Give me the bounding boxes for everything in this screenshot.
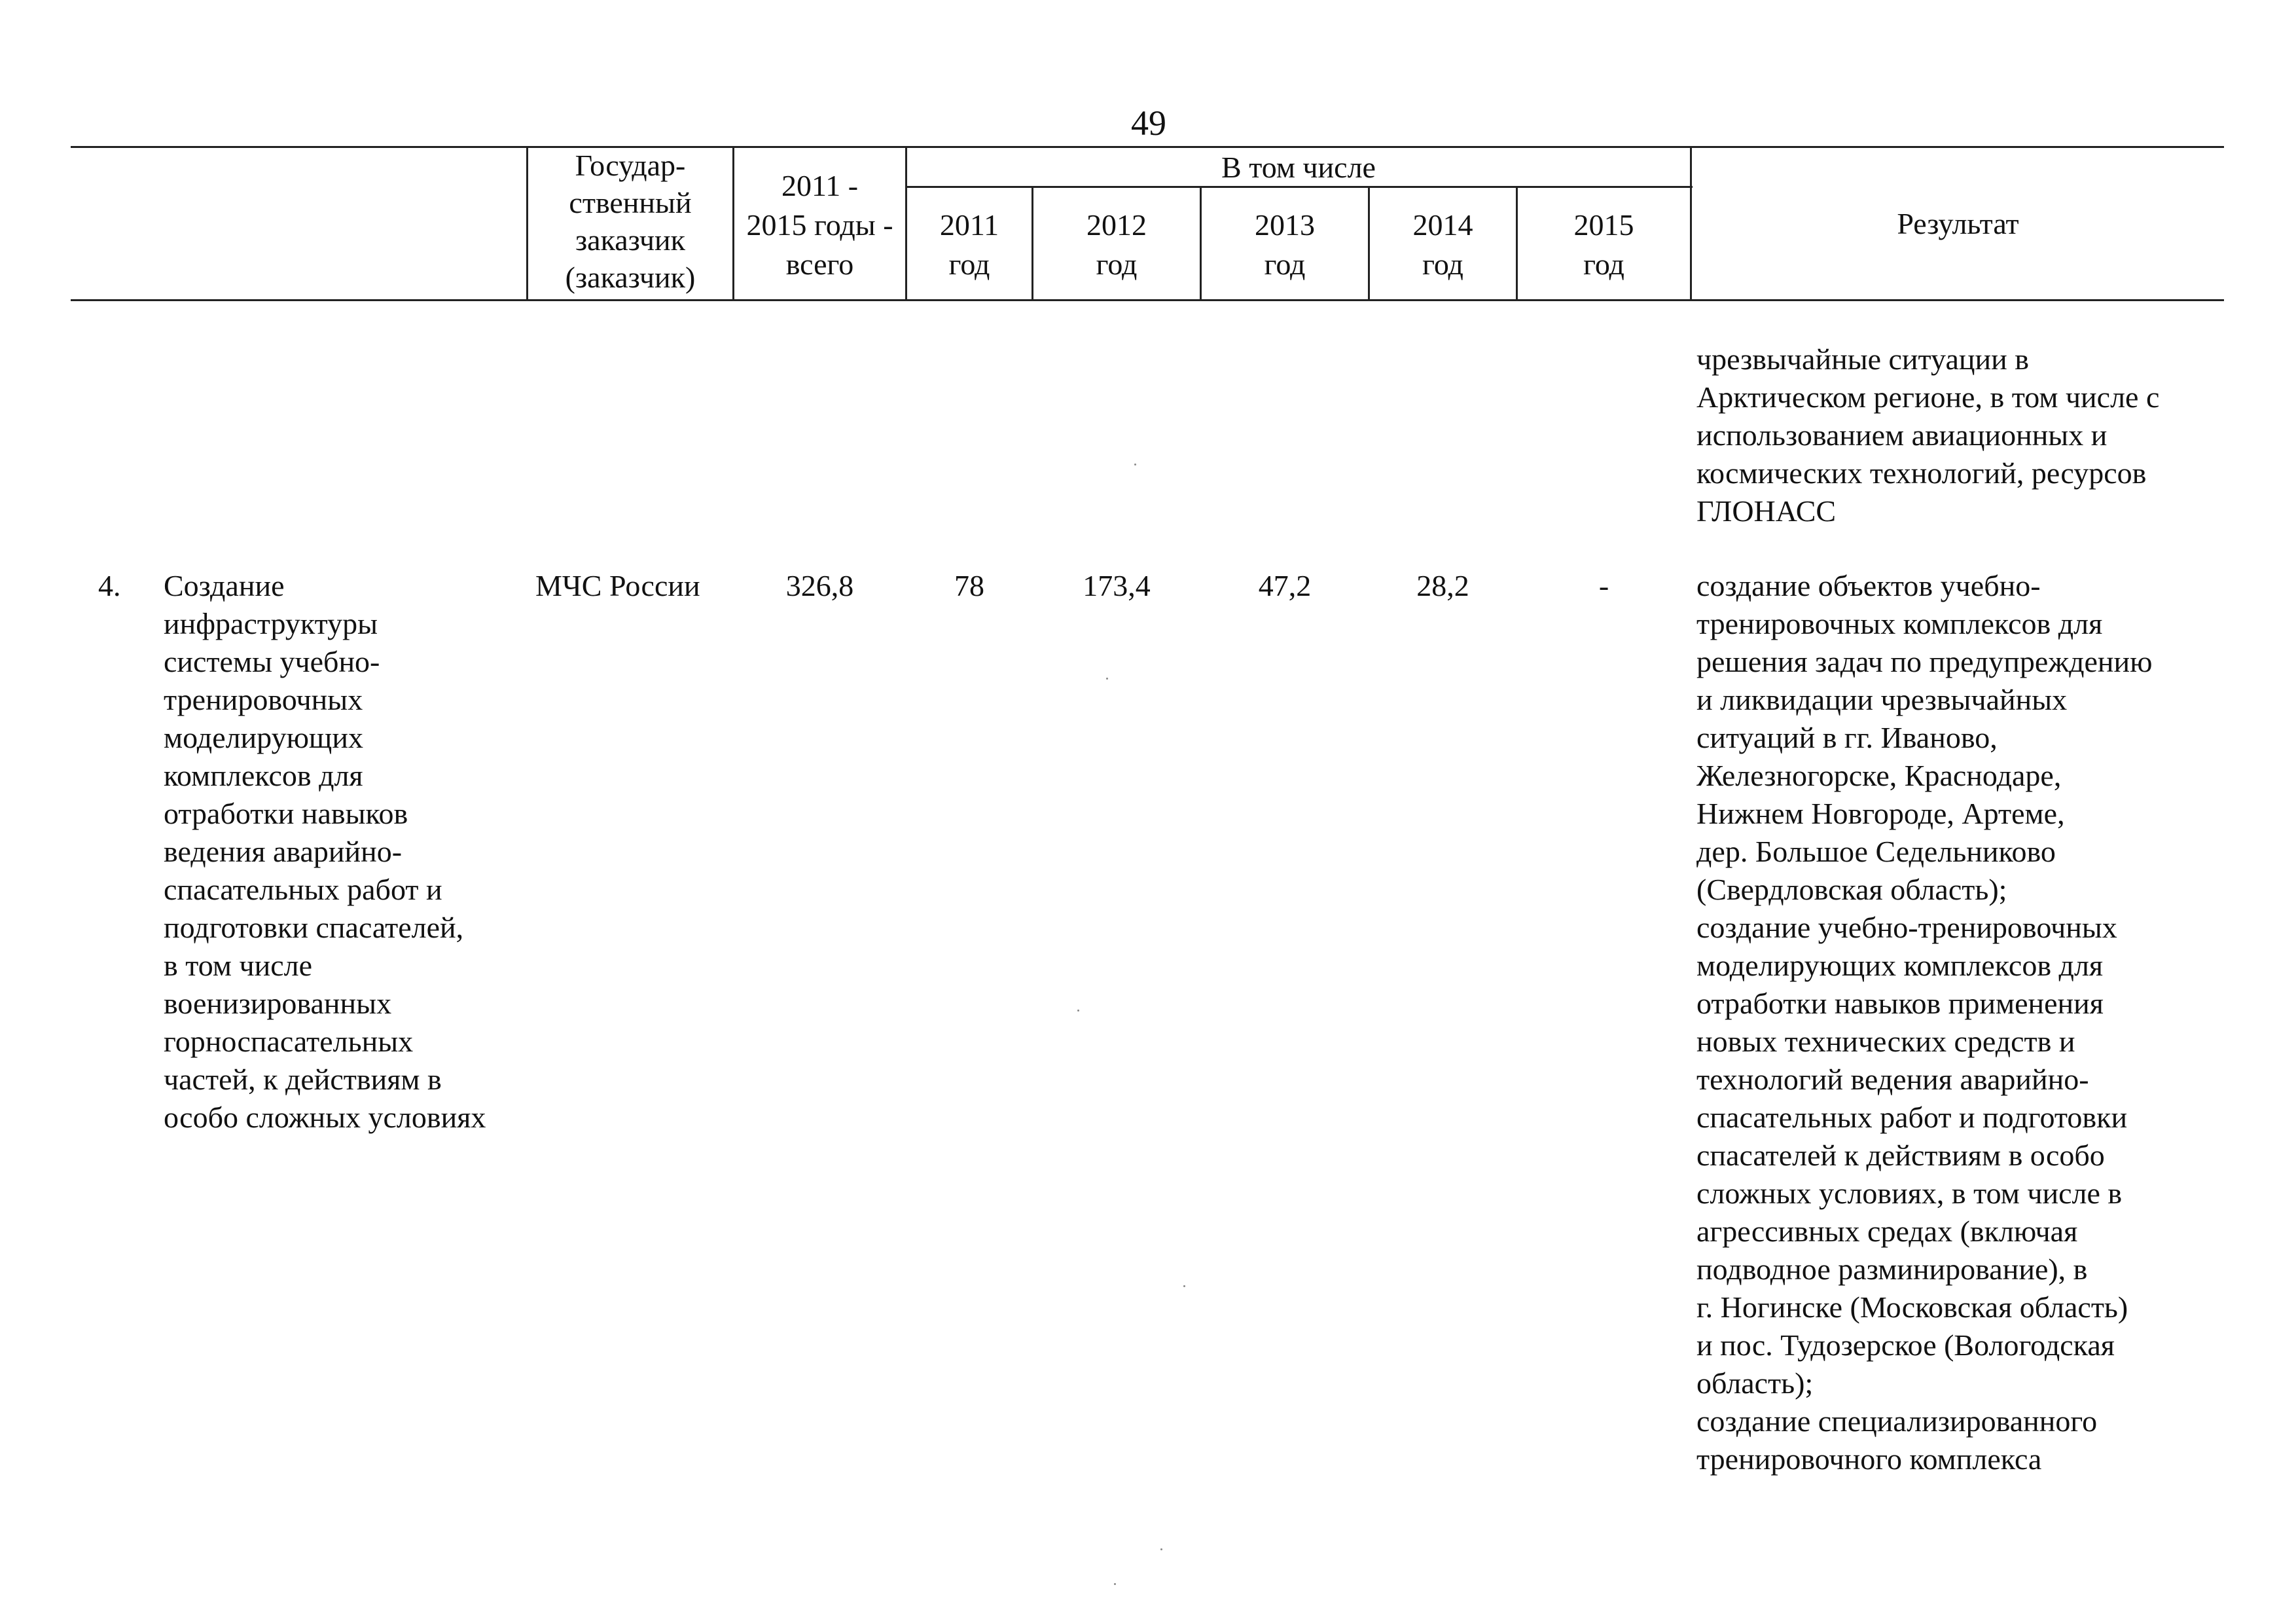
scan-speck xyxy=(1077,1010,1079,1012)
header-bottom-rule xyxy=(71,299,2224,301)
header-result: Результат xyxy=(1897,207,2019,240)
header-year-2013: 2013 год xyxy=(1255,208,1315,281)
header-including: В том числе xyxy=(1221,151,1376,184)
header-year-2014: 2014 год xyxy=(1412,208,1473,281)
row-customer: МЧС России xyxy=(535,569,700,602)
header-year-2012: 2012 год xyxy=(1086,208,1147,281)
row-2012: 173,4 xyxy=(1083,569,1151,602)
row-total: 326,8 xyxy=(785,569,854,602)
scan-speck xyxy=(1183,1285,1185,1287)
scan-speck xyxy=(1134,464,1136,465)
header-year-2015: 2015 год xyxy=(1573,208,1634,281)
row-number: 4. xyxy=(98,569,121,602)
row-2015: - xyxy=(1598,569,1609,602)
continued-result-text: чрезвычайные ситуации в Арктическом регионе, в том числе с использованием авиационных и космических технологий, ресурсов ГЛОНАСС xyxy=(1696,342,2160,528)
scan-speck xyxy=(1106,678,1108,680)
header-year-2011: 2011 год xyxy=(939,208,999,281)
row-2013: 47,2 xyxy=(1258,569,1312,602)
row-result: создание объектов учебно- тренировочных комплексов для решения задач по предупреждению и ликвидации чрезвычайных ситуаций в гг. Иваново, Железногорске, Краснодаре, Нижнем Новгороде, Артеме, дер. Большое Седельниково (Свердловская область); создание учебно-тренировочных моделирующих комплексов для отработки навыков применения новых технических средств и технологий ведения аварийно- спасательных работ и подготовки спасателей к действиям в особо сложных условиях, в том числе в агрессивных средах (включая подводное разминирование), в г. Ногинске (Московская область) и пос. Тудозерское (Вологодская область); создание специализированного тренировочного комплекса xyxy=(1696,569,2153,1476)
row-2011: 78 xyxy=(954,569,984,602)
page-number: 49 xyxy=(1131,103,1166,143)
row-2014: 28,2 xyxy=(1416,569,1469,602)
header-total: 2011 - 2015 годы - всего xyxy=(746,169,893,281)
header-customer: Государ- ственный заказчик (заказчик) xyxy=(565,149,696,294)
row-name: Создание инфраструктуры системы учебно- тренировочных моделирующих комплексов для отработки навыков ведения аварийно- спасательных работ и подготовки спасателей, в том числе военизированных горноспасательных частей, к действиям в особо сложных условиях xyxy=(164,569,486,1134)
scan-speck xyxy=(1114,1583,1116,1585)
scan-speck xyxy=(1160,1548,1162,1550)
